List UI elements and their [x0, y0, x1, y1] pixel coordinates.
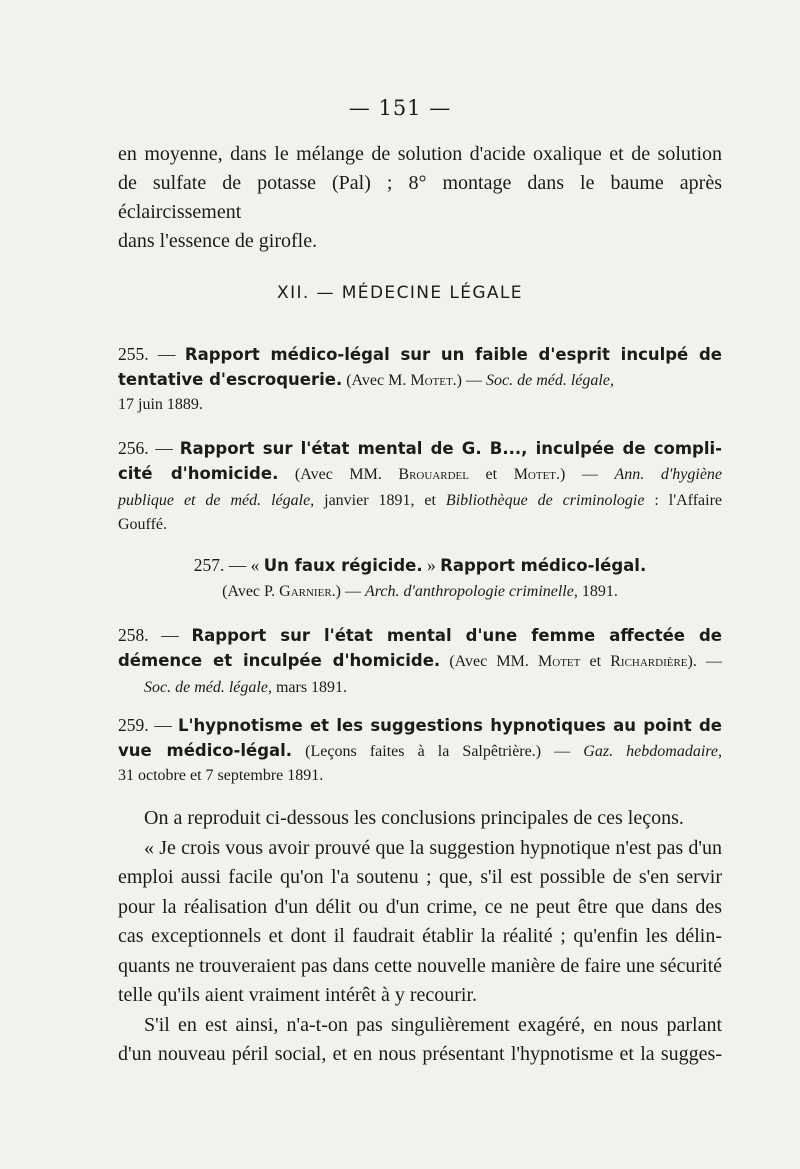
body-line: d'un nouveau péril social, et en nous présentant l'hypnotisme et la sugges-: [118, 1043, 722, 1065]
entry-number: 258. —: [118, 625, 192, 645]
entry-line: [118, 578, 722, 604]
entry-date: 31 octobre et 7 septembre 1891.: [118, 767, 324, 784]
author-name: Brouardel: [398, 466, 469, 483]
entry-title: Rapport sur l'état mental de G. B..., inculpée de compli-: [179, 439, 722, 458]
journal-name: Arch. d'anthropologie criminelle,: [364, 583, 578, 600]
entry-date: 17 juin 1889.: [118, 396, 203, 413]
entry-title: cité d'homicide.: [118, 464, 279, 483]
page-number: — 151 —: [348, 96, 452, 120]
intro-paragraph: [118, 140, 722, 256]
body-line: cas exceptionnels et dont il faudrait établir la réalité ; qu'enfin les délin-: [118, 925, 722, 947]
citation-text: (Avec P.: [222, 583, 280, 600]
body-line: quants ne trouveraient pas dans cette nouvelle manière de faire une sécurité: [118, 954, 722, 977]
body-line: « Je crois vous avoir prouvé que la suggestion hypnotique n'est pas d'un: [144, 836, 722, 859]
body-line: emploi aussi facile qu'on l'a soutenu ; que, s'il est possible de s'en servir: [118, 866, 722, 888]
citation-text: .) —: [556, 466, 615, 483]
citation-text: janvier 1891, et: [314, 492, 446, 509]
citation-text: : l'Affaire: [644, 492, 722, 509]
entry-line: [118, 553, 722, 578]
entry-line: [118, 738, 722, 764]
entry-line: [118, 342, 722, 367]
entry-number: 259. —: [118, 715, 178, 735]
entry-line: [118, 713, 722, 738]
entry-line: [118, 623, 722, 648]
journal-name: Gaz. hebdomadaire,: [583, 743, 723, 760]
entry-line: [118, 487, 722, 513]
entry-title: tentative d'escroquerie.: [118, 370, 343, 389]
body-paragraph: [118, 804, 722, 1070]
entry-title: Rapport médico-légal sur un faible d'esprit inculpé de: [184, 345, 723, 364]
author-name: Motet: [513, 466, 557, 483]
entry-date: 1891.: [577, 583, 618, 600]
intro-line: de sulfate de potasse (Pal) ; 8° montage dans le baume après éclaircissement: [118, 172, 722, 223]
entry-title: Rapport sur l'état mental d'une femme affectée de: [191, 626, 722, 645]
citation-text: ). —: [687, 653, 723, 670]
body-line: S'il en est ainsi, n'a-t-on pas singulièrement exagéré, en nous parlant: [144, 1013, 722, 1036]
citation-text: et: [580, 653, 611, 670]
entry-number: 257. — «: [193, 555, 264, 575]
entry-number: 256. —: [118, 438, 180, 458]
entry-line: [118, 674, 722, 700]
citation-text: et: [468, 466, 514, 483]
bibliography-entry-255: [118, 342, 722, 417]
citation-text: (Avec MM.: [278, 466, 399, 483]
entry-title: vue médico-légal.: [118, 741, 293, 760]
bibliography-entry-256: [118, 436, 722, 537]
body-line: pour la réalisation d'un délit ou d'un crime, ce ne peut être que dans des: [118, 895, 722, 918]
entry-date: mars 1891.: [271, 679, 348, 696]
entry-line: [118, 367, 722, 393]
author-name: Richardière: [610, 653, 688, 670]
bibliography-entry-259: [118, 713, 722, 788]
intro-line: en moyenne, dans le mélange de solution d'acide oxalique et de solution: [118, 143, 722, 165]
journal-name: Soc. de méd. légale,: [486, 372, 614, 389]
journal-name: Soc. de méd. légale,: [144, 679, 272, 696]
entry-line: [118, 436, 722, 461]
author-name: Garnier: [279, 583, 332, 600]
body-line: On a reproduit ci-dessous les conclusions principales de ces leçons.: [144, 807, 684, 829]
bibliography-entry-257: [118, 553, 722, 604]
entry-line: Gouffé.: [118, 516, 168, 533]
entry-title: L'hypnotisme et les suggestions hypnotiques au point de: [177, 716, 723, 735]
journal-name: Ann. d'hygiène: [614, 466, 723, 483]
entry-title: démence et inculpée d'homicide.: [118, 651, 441, 670]
entry-line: [118, 461, 722, 487]
citation-text: .) —: [331, 583, 365, 600]
citation-text: .) —: [452, 372, 486, 389]
entry-line: [118, 648, 722, 674]
intro-line: dans l'essence de girofle.: [118, 230, 318, 252]
citation-text: (Avec MM.: [440, 653, 539, 670]
author-name: Motet: [538, 653, 581, 670]
entry-title: Un faux régicide.: [263, 556, 423, 575]
author-name: Motet: [410, 372, 453, 389]
entry-number: 255. —: [118, 344, 185, 364]
citation-text: (Leçons faites à la Salpêtrière.) —: [292, 743, 584, 760]
section-title: XII. — MÉDECINE LÉGALE: [277, 283, 523, 303]
bibliography-entry-258: [118, 623, 722, 700]
citation-text: (Avec M.: [342, 372, 411, 389]
entry-title: Rapport médico-légal.: [440, 556, 647, 575]
journal-name: publique et de méd. légale,: [118, 492, 315, 509]
series-name: Bibliothèque de criminologie: [445, 492, 645, 509]
entry-quote-close: »: [422, 555, 441, 575]
body-line: telle qu'ils aient vraiment intérêt à y recourir.: [118, 984, 478, 1006]
